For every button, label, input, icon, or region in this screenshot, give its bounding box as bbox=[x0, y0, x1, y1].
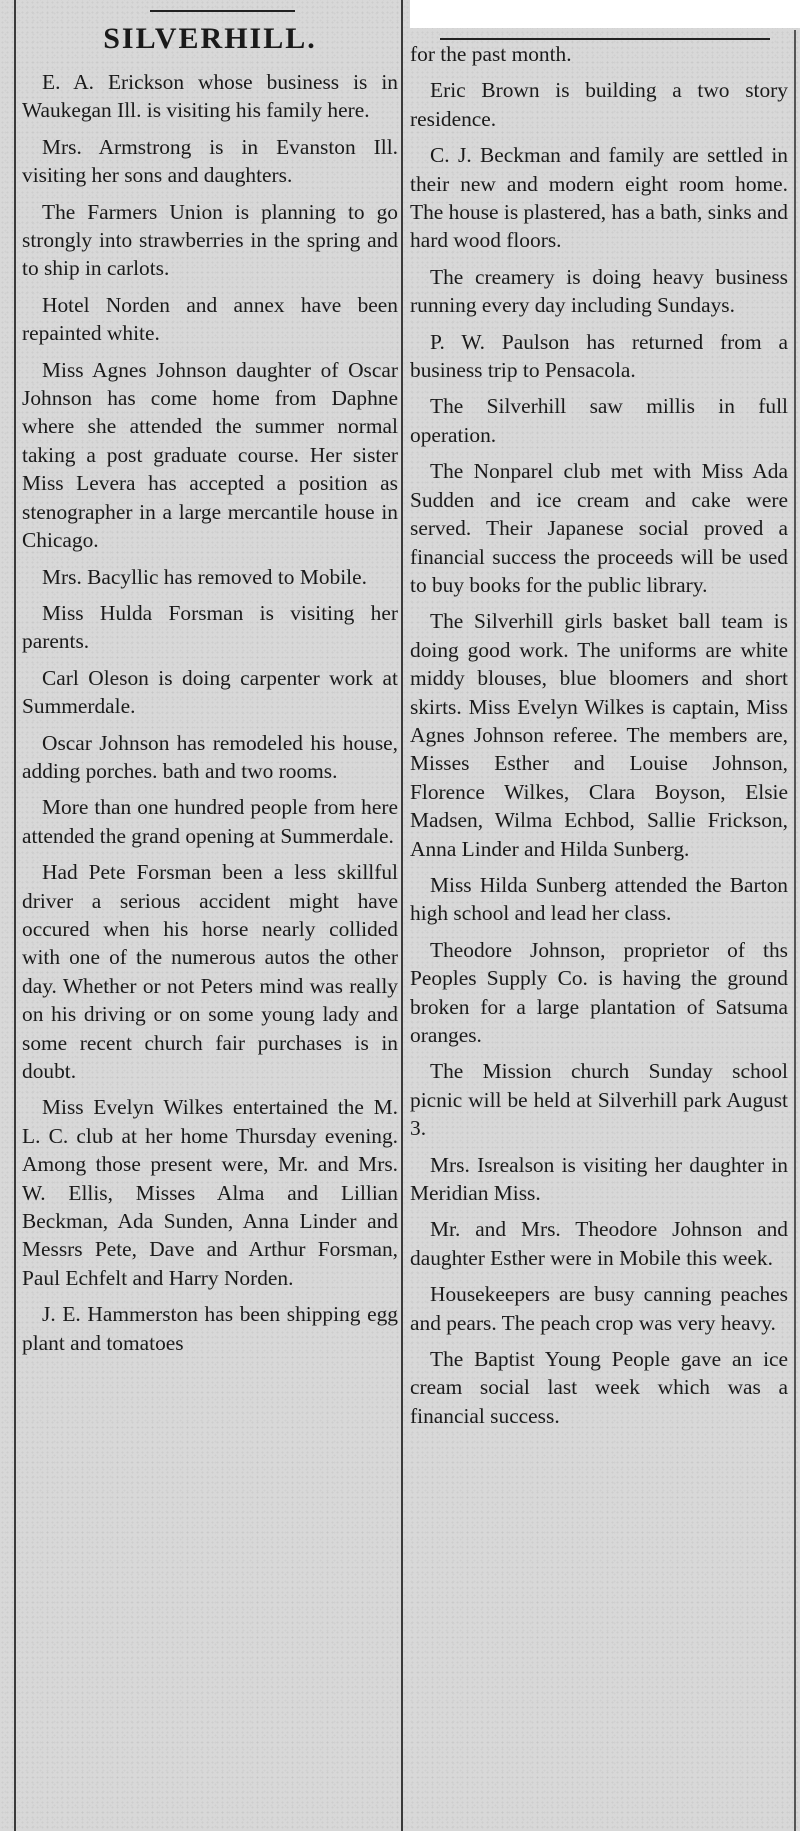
right-edge-rule bbox=[794, 30, 796, 1831]
news-item: P. W. Paulson has returned from a business trip to Pensacola. bbox=[410, 329, 788, 383]
news-item: The Nonparel club met with Miss Ada Sudden and ice cream and cake were served. Their Japanese social proved a financial success the proceeds will be used to buy books for the public library. bbox=[410, 459, 788, 597]
news-item: Mrs. Armstrong is in Evanston Ill. visiting her sons and daughters. bbox=[22, 134, 398, 188]
left-column bbox=[22, 0, 398, 1831]
column-rule bbox=[401, 0, 403, 1831]
news-item: J. E. Hammerston has been shipping egg plant and tomatoes bbox=[22, 1302, 398, 1355]
masthead: SILVERHILL. bbox=[103, 22, 317, 55]
news-item: E. A. Erickson whose business is in Waukegan Ill. is visiting his family here. bbox=[22, 70, 398, 123]
news-item: The creamery is doing heavy business running every day including Sundays. bbox=[410, 264, 788, 318]
news-item: Miss Hulda Forsman is visiting her parents. bbox=[22, 600, 398, 654]
news-item: Oscar Johnson has remodeled his house, adding porches. bath and two rooms. bbox=[22, 730, 398, 783]
news-item: Hotel Norden and annex have been repainted white. bbox=[22, 292, 398, 346]
news-item: The Silverhill girls basket ball team is doing good work. The uniforms are white middy blouses, blue bloomers and short skirts. Miss Evelyn Wilkes is captain, Miss Agnes Johnson referee. The members are, Misses Esther and Louise Johnson, Florence Wilkes, Clara Boyson, Elsie Madsen, Wilma Echbod, Sallie Frickson, Anna Linder and Hilda Sunberg. bbox=[410, 609, 788, 861]
news-item-continued: for the past month. bbox=[410, 42, 572, 66]
news-item: Mrs. Isrealson is visiting her daughter in Meridian Miss. bbox=[410, 1152, 788, 1206]
news-item: The Farmers Union is planning to go strongly into strawberries in the spring and to ship in carlots. bbox=[22, 199, 398, 281]
news-item: The Silverhill saw millis in full operation. bbox=[410, 394, 788, 447]
news-item: Mrs. Bacyllic has removed to Mobile. bbox=[42, 564, 367, 589]
news-item: Theodore Johnson, proprietor of ths Peoples Supply Co. is having the ground broken for a large plantation of Satsuma oranges. bbox=[410, 937, 788, 1047]
news-item: C. J. Beckman and family are settled in their new and modern eight room home. The house is plastered, has a bath, sinks and hard wood floors. bbox=[410, 143, 788, 253]
news-item: Miss Evelyn Wilkes entertained the M. L. C. club at her home Thursday evening. Among those present were, Mr. and Mrs. W. Ellis, Misses Alma and Lillian Beckman, Ada Sunden, Anna Linder and Messrs Pete, Dave and Arthur Forsman, Paul Echfelt and Harry Norden. bbox=[22, 1095, 398, 1290]
right-column bbox=[410, 0, 788, 1831]
news-item: More than one hundred people from here attended the grand opening at Summerdale. bbox=[22, 795, 398, 848]
news-item: The Baptist Young People gave an ice cream social last week which was a financial success. bbox=[410, 1347, 788, 1428]
news-item: Had Pete Forsman been a less skillful driver a serious accident might have occured when his horse nearly collided with one of the numerous autos the other day. Whether or not Peters mind was really on his driving or on some young lady and some recent church fair purchases is in doubt. bbox=[22, 860, 398, 1083]
news-item: Housekeepers are busy canning peaches and pears. The peach crop was very heavy. bbox=[410, 1282, 788, 1335]
news-item: Eric Brown is building a two story residence. bbox=[410, 78, 788, 131]
left-border-rule bbox=[14, 0, 16, 1831]
news-item: Carl Oleson is doing carpenter work at Summerdale. bbox=[22, 665, 398, 719]
news-item: The Mission church Sunday school picnic will be held at Silverhill park August 3. bbox=[410, 1059, 788, 1141]
news-item: Miss Agnes Johnson daughter of Oscar Johnson has come home from Daphne where she attended the summer normal taking a post graduate course. Her sister Miss Levera has accepted a position as stenographer in a large mercantile house in Chicago. bbox=[22, 357, 398, 553]
news-item: Miss Hilda Sunberg attended the Barton high school and lead her class. bbox=[410, 872, 788, 926]
news-item: Mr. and Mrs. Theodore Johnson and daughter Esther were in Mobile this week. bbox=[410, 1217, 788, 1270]
